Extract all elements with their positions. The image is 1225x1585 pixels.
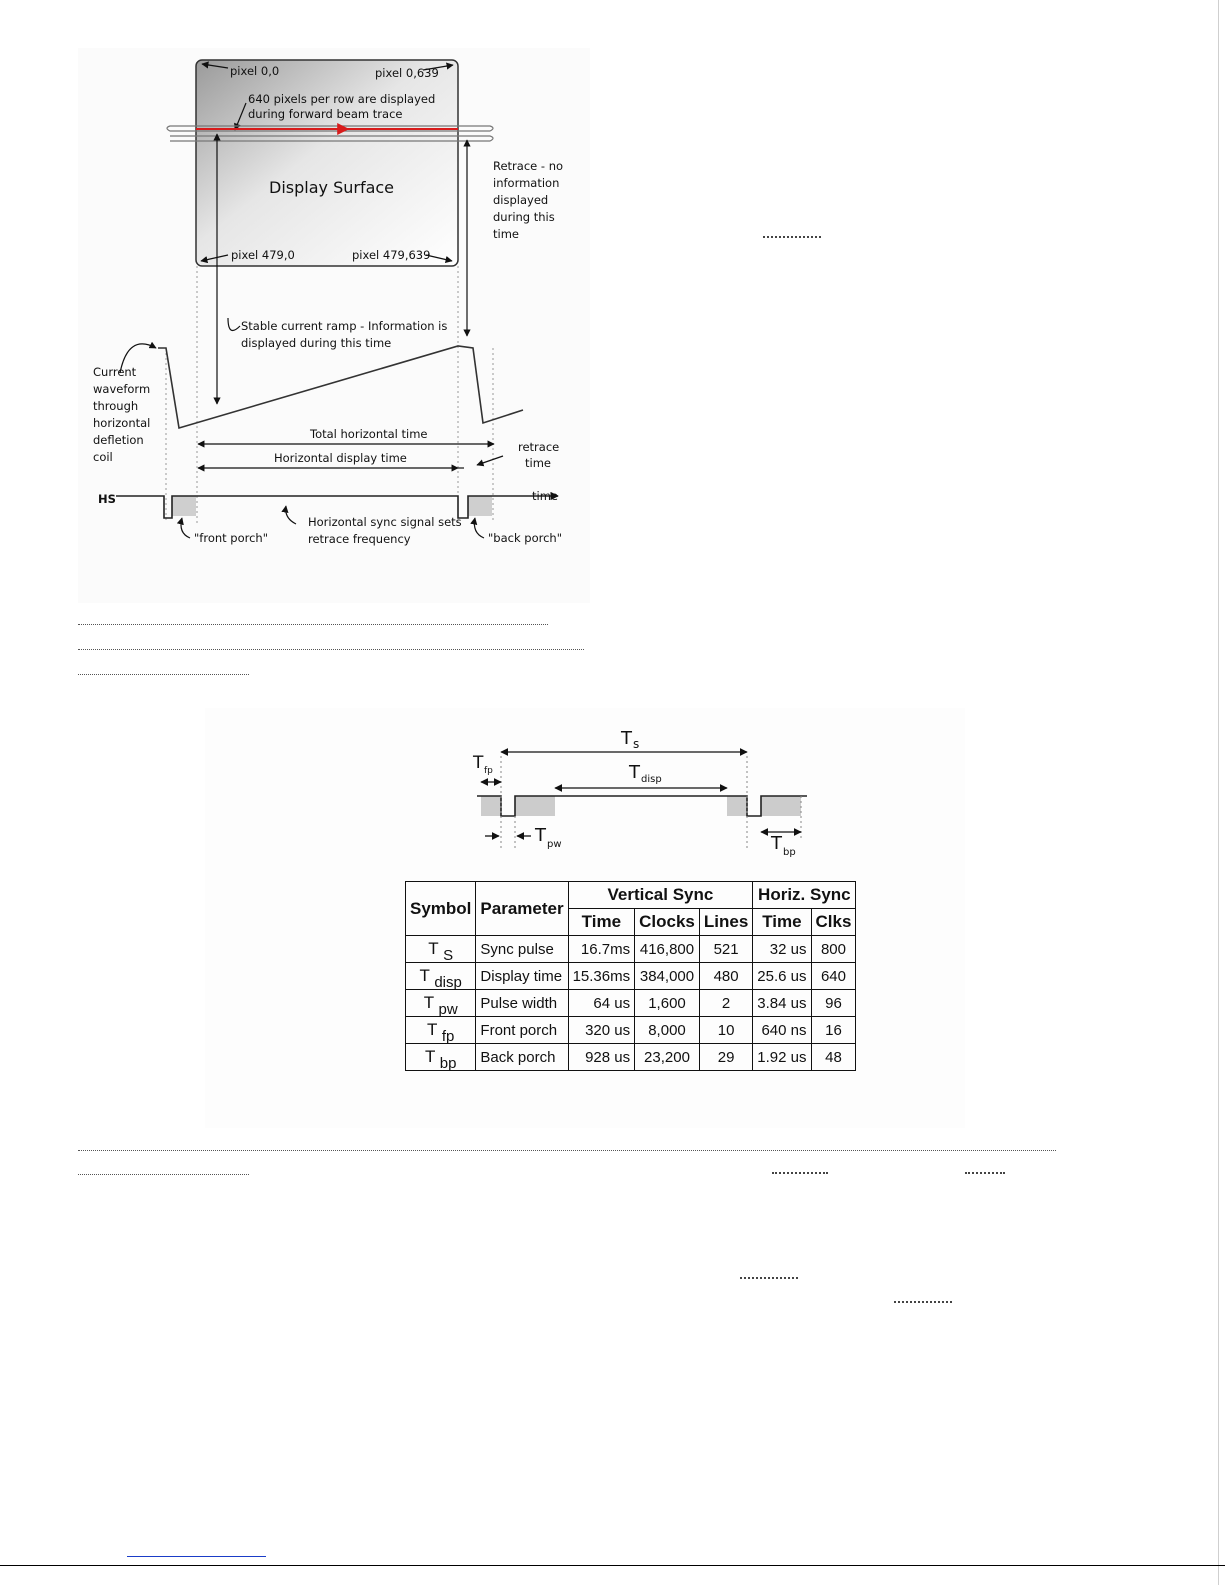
cell-symbol: T S <box>406 936 476 963</box>
label-retrace-2: information <box>493 176 560 190</box>
ts-label-sub: s <box>633 737 640 751</box>
timing-figure <box>205 708 965 1128</box>
bp-shade-left <box>515 796 555 816</box>
dotted-placeholder <box>894 1301 952 1303</box>
cell-v-clocks: 384,000 <box>635 963 700 990</box>
cell-v-lines: 521 <box>699 936 752 963</box>
header-v-clocks: Clocks <box>635 909 700 936</box>
label-trace-note-1: 640 pixels per row are displayed <box>248 92 436 106</box>
cell-v-lines: 480 <box>699 963 752 990</box>
cell-symbol: T fp <box>406 1017 476 1044</box>
dotted-placeholder <box>740 1277 798 1279</box>
label-total-horizontal: Total horizontal time <box>310 427 428 441</box>
label-coil-4: horizontal <box>93 416 151 430</box>
label-retrace-5: time <box>493 227 519 241</box>
label-ramp-1: Stable current ramp - Information is <box>241 319 448 333</box>
cell-v-time: 16.7ms <box>568 936 635 963</box>
cell-v-time: 928 us <box>568 1044 635 1071</box>
label-retrace-1: Retrace - no <box>493 159 564 173</box>
cell-parameter: Back porch <box>476 1044 568 1071</box>
sync-timing-svg <box>205 708 965 878</box>
cell-symbol: T bp <box>406 1044 476 1071</box>
header-v-lines: Lines <box>699 909 752 936</box>
table-header-row <box>406 882 856 909</box>
dotted-placeholder <box>78 649 584 650</box>
cell-h-clks: 48 <box>811 1044 856 1071</box>
label-retrace-time-1: retrace <box>518 440 560 454</box>
dotted-placeholder <box>763 236 821 238</box>
label-retrace-time-2: time <box>525 456 551 470</box>
header-parameter: Parameter <box>476 882 568 936</box>
tdisp-label-sub: disp <box>641 774 662 785</box>
cell-h-time: 3.84 us <box>753 990 811 1017</box>
cell-h-time: 640 ns <box>753 1017 811 1044</box>
header-h-clks: Clks <box>811 909 856 936</box>
label-coil-3: through <box>93 399 139 413</box>
cell-h-time: 25.6 us <box>753 963 811 990</box>
cell-parameter: Front porch <box>476 1017 568 1044</box>
label-display-horizontal: Horizontal display time <box>274 451 407 465</box>
tpw-label-sub: pw <box>547 839 562 850</box>
label-ramp-2: displayed during this time <box>241 336 392 350</box>
table-row <box>406 963 856 990</box>
timing-table <box>405 881 856 1071</box>
tfp-label: T <box>473 753 484 773</box>
cell-v-time: 320 us <box>568 1017 635 1044</box>
label-trace-note-2: during forward beam trace <box>248 107 403 121</box>
cell-v-lines: 29 <box>699 1044 752 1071</box>
tdisp-label: T <box>629 762 640 783</box>
cell-parameter: Sync pulse <box>476 936 568 963</box>
label-coil-1: Current <box>93 365 137 379</box>
cell-h-clks: 16 <box>811 1017 856 1044</box>
cell-v-lines: 10 <box>699 1017 752 1044</box>
cell-v-time: 15.36ms <box>568 963 635 990</box>
label-retrace-3: displayed <box>493 193 549 207</box>
tfp-label-sub: fp <box>484 766 493 776</box>
fp-shade-left <box>481 796 501 816</box>
dotted-placeholder <box>78 624 548 625</box>
tbp-label-sub: bp <box>783 847 796 858</box>
back-porch-shade <box>468 496 492 516</box>
header-v-time: Time <box>568 909 635 936</box>
page-edge <box>1218 0 1219 1585</box>
ts-label: T <box>621 728 632 749</box>
dotted-placeholder <box>78 1150 1056 1151</box>
table-row <box>406 936 856 963</box>
label-hs: HS <box>98 492 116 506</box>
crt-scan-svg <box>78 48 590 603</box>
label-time: time <box>532 489 558 503</box>
cell-v-clocks: 23,200 <box>635 1044 700 1071</box>
cell-h-clks: 640 <box>811 963 856 990</box>
label-pixel-br: pixel 479,639 <box>352 248 431 262</box>
header-symbol: Symbol <box>406 882 476 936</box>
display-surface <box>196 60 458 266</box>
cell-h-clks: 800 <box>811 936 856 963</box>
dotted-placeholder <box>772 1172 828 1174</box>
cell-symbol: T disp <box>406 963 476 990</box>
label-pixel-tr: pixel 0,639 <box>375 66 439 80</box>
table-row <box>406 990 856 1017</box>
dotted-placeholder <box>78 1174 249 1175</box>
label-coil-2: waveform <box>93 382 151 396</box>
cell-parameter: Display time <box>476 963 568 990</box>
front-porch-shade <box>172 496 196 516</box>
label-pixel-tl: pixel 0,0 <box>230 64 280 78</box>
cell-v-lines: 2 <box>699 990 752 1017</box>
header-h-time: Time <box>753 909 811 936</box>
cell-v-clocks: 8,000 <box>635 1017 700 1044</box>
cell-v-clocks: 416,800 <box>635 936 700 963</box>
label-sync-note-1: Horizontal sync signal sets <box>308 515 462 529</box>
label-retrace-4: during this <box>493 210 555 224</box>
cell-v-time: 64 us <box>568 990 635 1017</box>
cell-parameter: Pulse width <box>476 990 568 1017</box>
cell-v-clocks: 1,600 <box>635 990 700 1017</box>
cell-symbol: T pw <box>406 990 476 1017</box>
footnote-link-line[interactable] <box>127 1556 266 1557</box>
bp-shade-right <box>761 796 801 816</box>
table-row <box>406 1017 856 1044</box>
cell-h-time: 32 us <box>753 936 811 963</box>
dotted-placeholder <box>78 674 249 675</box>
label-front-porch: "front porch" <box>194 531 269 545</box>
label-back-porch: "back porch" <box>488 531 562 545</box>
table-row <box>406 1044 856 1071</box>
header-horiz-sync: Horiz. Sync <box>753 882 856 909</box>
crt-scan-figure <box>78 48 590 603</box>
header-vertical-sync: Vertical Sync <box>568 882 753 909</box>
tpw-label: T <box>535 825 546 846</box>
fp-shade-right <box>727 796 747 816</box>
label-coil-5: defletion <box>93 433 144 447</box>
cell-h-time: 1.92 us <box>753 1044 811 1071</box>
label-pixel-bl: pixel 479,0 <box>231 248 295 262</box>
cell-h-clks: 96 <box>811 990 856 1017</box>
label-sync-note-2: retrace frequency <box>308 532 411 546</box>
footer-rule <box>0 1565 1225 1566</box>
label-coil-6: coil <box>93 450 113 464</box>
label-display-surface: Display Surface <box>269 178 395 197</box>
tbp-label: T <box>771 833 782 854</box>
dotted-placeholder <box>965 1172 1005 1174</box>
